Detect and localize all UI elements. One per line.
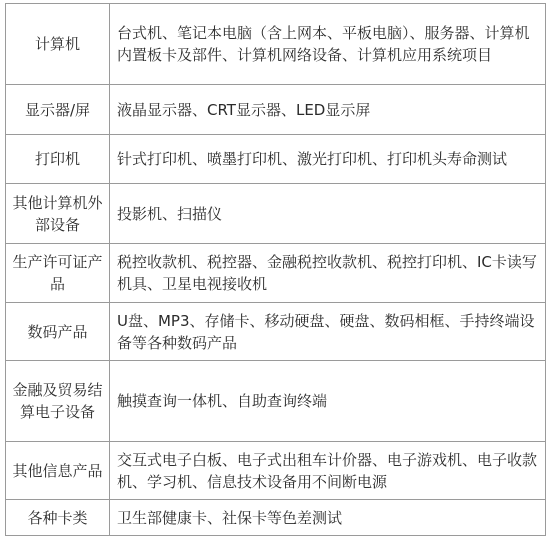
table-row [6, 184, 546, 244]
table-row [6, 442, 546, 500]
category-cell: 其他计算机外部设备 [6, 184, 110, 244]
items-cell: 台式机、笔记本电脑（含上网本、平板电脑）、服务器、计算机内置板卡及部件、计算机网络设备、计算机应用系统项目 [110, 4, 546, 85]
category-cell: 数码产品 [6, 303, 110, 361]
table-row [6, 85, 546, 135]
items-cell: 税控收款机、税控器、金融税控收款机、税控打印机、IC卡读写机具、卫星电视接收机 [110, 244, 546, 303]
table-row [6, 135, 546, 184]
product-category-table [5, 3, 546, 536]
category-cell: 各种卡类 [6, 500, 110, 536]
table-body [6, 4, 546, 536]
table-row [6, 500, 546, 536]
items-cell: 针式打印机、喷墨打印机、激光打印机、打印机头寿命测试 [110, 135, 546, 184]
table-row [6, 4, 546, 85]
items-cell: U盘、MP3、存储卡、移动硬盘、硬盘、数码相框、手持终端设备等各种数码产品 [110, 303, 546, 361]
category-cell: 显示器/屏 [6, 85, 110, 135]
items-cell: 卫生部健康卡、社保卡等色差测试 [110, 500, 546, 536]
table-row [6, 361, 546, 442]
table-row [6, 303, 546, 361]
category-cell: 计算机 [6, 4, 110, 85]
category-cell: 生产许可证产品 [6, 244, 110, 303]
table-row [6, 244, 546, 303]
items-cell: 投影机、扫描仪 [110, 184, 546, 244]
category-cell: 其他信息产品 [6, 442, 110, 500]
category-cell: 金融及贸易结算电子设备 [6, 361, 110, 442]
category-cell: 打印机 [6, 135, 110, 184]
items-cell: 交互式电子白板、电子式出租车计价器、电子游戏机、电子收款机、学习机、信息技术设备用不间断电源 [110, 442, 546, 500]
items-cell: 触摸查询一体机、自助查询终端 [110, 361, 546, 442]
items-cell: 液晶显示器、CRT显示器、LED显示屏 [110, 85, 546, 135]
